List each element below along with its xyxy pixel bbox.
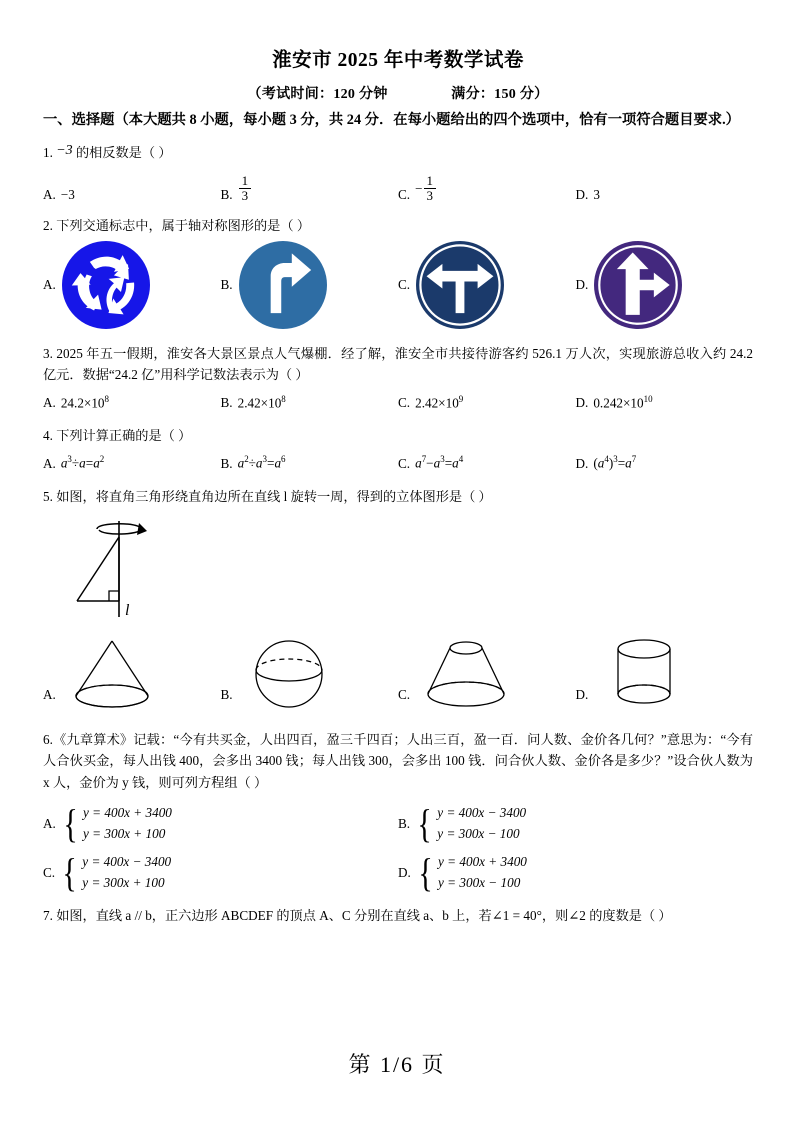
turn-right-sign-icon — [239, 241, 327, 329]
option-c[interactable] — [398, 241, 576, 329]
option-c-expression: $a^7-a^3=a^4$ — [415, 454, 464, 471]
question-4 — [43, 425, 753, 446]
left-brace: { — [417, 800, 432, 846]
option-a[interactable] — [43, 800, 398, 846]
mantissa: 0.242×10 — [593, 394, 644, 410]
question-1-stem — [43, 142, 753, 166]
option-d-label: D. — [575, 276, 589, 292]
axis-label: l — [125, 602, 130, 620]
question-1-text: 的相反数是（ ） — [75, 144, 172, 160]
fraction-numerator: 1 — [426, 173, 434, 189]
option-a-label: A. — [43, 187, 56, 203]
equation-2: y = 300x − 100 — [437, 826, 520, 842]
option-d-label: D. — [575, 455, 589, 471]
t-junction-sign-icon — [416, 241, 504, 329]
option-a[interactable] — [43, 241, 221, 329]
option-b-label: B. — [220, 455, 233, 471]
option-c[interactable] — [43, 849, 398, 895]
exponent: 9 — [458, 393, 464, 404]
question-6-options-row-2 — [43, 849, 753, 895]
exam-total-score: 满分：150 分） — [451, 87, 549, 103]
option-c-label: C. — [398, 455, 411, 471]
page-footer: 第 1/6 页 — [348, 1052, 446, 1077]
option-c-system — [82, 854, 171, 891]
rotation-figure — [57, 515, 753, 630]
option-b-label: B. — [220, 394, 233, 410]
option-b-fraction — [239, 174, 252, 202]
mantissa: 2.42×10 — [237, 394, 282, 410]
question-1 — [43, 142, 753, 166]
page-title: 淮安市 2025 年中考数学试卷 — [272, 50, 524, 71]
option-a-system — [83, 805, 172, 842]
question-1-options — [43, 175, 753, 203]
option-c[interactable] — [398, 454, 576, 471]
equation-2: y = 300x + 100 — [82, 875, 165, 891]
question-3-stem: 3. 2025 年五一假期，淮安各大景区景点人气爆棚．经了解，淮安全市共接待游客约 526.1 万人次，实现旅游总收入约 24.2 亿元．数据“24.2 亿”用科学记数法表示为（ ） — [43, 345, 753, 383]
option-a-expression: $a^3\div a=a^2$ — [60, 454, 105, 471]
question-5 — [43, 486, 753, 507]
option-b[interactable] — [221, 175, 399, 203]
option-d-expression: $(a^4)^3=a^7$ — [593, 454, 637, 471]
option-a-label: A. — [43, 815, 56, 831]
left-brace: { — [63, 800, 78, 846]
fraction-numerator: 1 — [241, 173, 249, 189]
option-d-system — [438, 854, 527, 891]
option-c-label: C. — [398, 687, 411, 703]
option-b-label: B. — [220, 687, 233, 703]
question-1-number: 1. — [43, 144, 53, 160]
option-d-label: D. — [575, 187, 589, 203]
question-2 — [43, 215, 753, 236]
option-d[interactable] — [576, 241, 754, 329]
option-a-label: A. — [43, 455, 56, 471]
question-1-value: −3 — [56, 142, 73, 158]
mantissa: 2.42×10 — [415, 394, 459, 410]
equation-2: y = 300x − 100 — [438, 875, 521, 891]
mantissa: 24.2×10 — [60, 394, 105, 410]
minus-sign: − — [415, 181, 423, 197]
equation-2: y = 300x + 100 — [83, 826, 166, 842]
fraction-denominator: 3 — [239, 188, 252, 203]
option-b-label: B. — [398, 815, 411, 831]
option-a-value: −3 — [60, 187, 75, 203]
option-a[interactable] — [43, 454, 221, 471]
option-b-value — [238, 394, 286, 411]
question-7 — [43, 905, 753, 926]
option-c[interactable] — [398, 394, 576, 411]
option-c-label: C. — [398, 276, 411, 292]
option-a-label: A. — [43, 687, 56, 703]
sphere-icon — [241, 636, 337, 717]
straight-or-right-sign-icon — [594, 241, 682, 329]
option-a-value — [61, 394, 109, 411]
option-a[interactable] — [43, 394, 221, 411]
option-c-label: C. — [398, 187, 411, 203]
option-d[interactable] — [576, 636, 754, 717]
question-6 — [43, 729, 753, 793]
option-b-label: B. — [220, 187, 233, 203]
question-3 — [43, 343, 753, 386]
equation-1: y = 400x − 3400 — [82, 854, 172, 870]
exponent: 8 — [281, 393, 286, 404]
option-c[interactable] — [398, 636, 576, 717]
option-d-label: D. — [398, 864, 411, 880]
question-2-stem: 2. 下列交通标志中，属于轴对称图形的是（ ） — [43, 218, 311, 234]
cone-icon — [64, 636, 160, 717]
equation-1: y = 400x + 3400 — [438, 854, 527, 870]
cylinder-icon — [596, 636, 692, 717]
option-b-expression: $a^2\div a^3=a^6$ — [237, 454, 286, 471]
frustum-icon — [418, 636, 514, 717]
equation-1: y = 400x + 3400 — [83, 805, 172, 821]
option-c-fraction — [424, 174, 437, 202]
exam-meta — [43, 83, 753, 103]
option-d-value: 3 — [593, 187, 600, 203]
option-a[interactable] — [43, 636, 221, 717]
page-content — [43, 48, 753, 927]
option-b[interactable] — [221, 394, 399, 411]
left-brace: { — [418, 849, 433, 895]
left-brace: { — [62, 849, 77, 895]
exponent: 10 — [643, 393, 653, 404]
option-b-label: B. — [220, 276, 233, 292]
option-a[interactable] — [43, 187, 221, 203]
equation-1: y = 400x − 3400 — [437, 805, 527, 821]
exponent: 8 — [104, 393, 110, 404]
question-5-options — [43, 636, 753, 717]
option-b[interactable] — [221, 241, 399, 329]
question-4-options — [43, 454, 753, 471]
option-b-system — [437, 805, 526, 842]
fraction-denominator: 3 — [424, 188, 437, 203]
option-d[interactable] — [576, 394, 754, 411]
question-6-stem: 6.《九章算术》记载：“今有共买金，人出四百，盈三千四百；人出三百，盈一百．问人数、金价各几何？”意思为：“今有人合伙买金，每人出钱 400，会多出 3400 钱；每人出钱 300，会多出 100 钱．问合伙人数、金价各是多少？”设合伙人数为 x 人，金价为 y 钱，则可列方程组（ ） — [43, 732, 753, 790]
option-b[interactable] — [221, 454, 399, 471]
option-c-value — [415, 394, 463, 411]
question-7-stem: 7. 如图，直线 a // b，正六边形 ABCDEF 的顶点 A、C 分别在直线 a、b 上，若∠1 = 40°，则∠2 的度数是（ ） — [43, 908, 672, 924]
option-c[interactable] — [398, 175, 576, 203]
option-d[interactable] — [398, 849, 753, 895]
question-3-options — [43, 394, 753, 411]
option-d-label: D. — [575, 394, 589, 410]
option-b[interactable] — [221, 636, 399, 717]
option-d[interactable] — [576, 187, 754, 203]
option-a-label: A. — [43, 276, 56, 292]
option-a-label: A. — [43, 394, 56, 410]
option-c-label: C. — [398, 394, 411, 410]
question-4-stem: 4. 下列计算正确的是（ ） — [43, 427, 192, 443]
option-b[interactable] — [398, 800, 753, 846]
option-d-label: D. — [575, 687, 589, 703]
question-5-stem: 5. 如图，将直角三角形绕直角边所在直线 l 旋转一周，得到的立体图形是（ ） — [43, 488, 492, 504]
roundabout-sign-icon — [62, 241, 150, 329]
option-d[interactable] — [576, 454, 754, 471]
option-c-label: C. — [43, 864, 56, 880]
exam-duration: （考试时间：120 分钟 — [247, 87, 388, 103]
question-6-options-row-1 — [43, 800, 753, 846]
section-heading: 一、选择题（本大题共 8 小题，每小题 3 分，共 24 分．在每小题给出的四个选项中，恰有一项符合题目要求.） — [43, 112, 740, 129]
question-2-options — [43, 241, 753, 329]
option-d-value — [593, 394, 652, 411]
option-c-value — [415, 175, 437, 203]
